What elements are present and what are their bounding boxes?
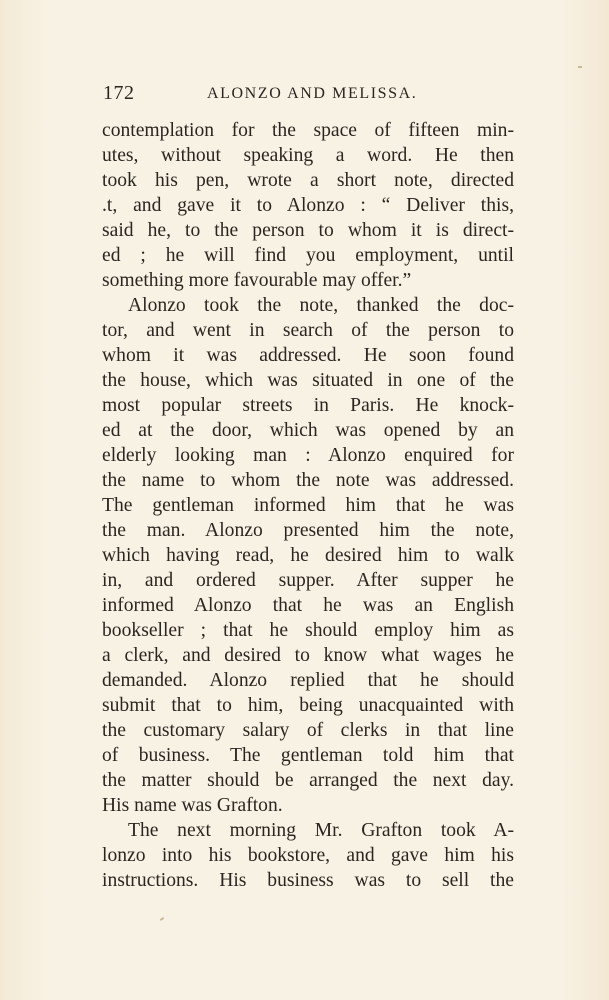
- text-line: instructions. His business was to sell the: [102, 870, 514, 891]
- text-line: which having read, he desired him to walk: [102, 545, 514, 566]
- text-line: a clerk, and desired to know what wages he: [102, 645, 514, 666]
- text-line: the customary salary of clerks in that line: [102, 720, 514, 741]
- text-line: elderly looking man : Alonzo enquired for: [102, 445, 514, 466]
- text-line: demanded. Alonzo replied that he should: [102, 670, 514, 691]
- text-line: most popular streets in Paris. He knock-: [102, 395, 514, 416]
- paper-speck: [578, 66, 582, 68]
- text-line: contemplation for the space of fifteen min-: [102, 120, 514, 141]
- running-head: ALONZO AND MELISSA.: [207, 85, 418, 102]
- text-line: something more favourable may offer.”: [102, 270, 412, 291]
- paper-speck: [160, 917, 164, 921]
- text-line: in, and ordered supper. After supper he: [102, 570, 514, 591]
- text-line: the matter should be arranged the next day.: [102, 770, 514, 791]
- text-line: .t, and gave it to Alonzo : “ Deliver this,: [102, 195, 514, 216]
- text-line: the man. Alonzo presented him the note,: [102, 520, 514, 541]
- text-line: bookseller ; that he should employ him as: [102, 620, 514, 641]
- text-line: said he, to the person to whom it is direct-: [102, 220, 514, 241]
- text-line: whom it was addressed. He soon found: [102, 345, 514, 366]
- text-line: tor, and went in search of the person to: [102, 320, 514, 341]
- text-line: ed ; he will find you employment, until: [102, 245, 514, 266]
- text-line: of business. The gentleman told him that: [102, 745, 514, 766]
- text-line: utes, without speaking a word. He then: [102, 145, 514, 166]
- page-number: 172: [103, 82, 135, 104]
- text-line: took his pen, wrote a short note, directed: [102, 170, 514, 191]
- text-line: the name to whom the note was addressed.: [102, 470, 514, 491]
- text-line: ed at the door, which was opened by an: [102, 420, 514, 441]
- text-line: lonzo into his bookstore, and gave him his: [102, 845, 514, 866]
- text-line: the house, which was situated in one of the: [102, 370, 514, 391]
- text-line: His name was Grafton.: [102, 795, 283, 816]
- text-line: informed Alonzo that he was an English: [102, 595, 514, 616]
- text-line: submit that to him, being unacquainted with: [102, 695, 514, 716]
- text-line: Alonzo took the note, thanked the doc-: [128, 295, 514, 316]
- text-line: The next morning Mr. Grafton took A-: [128, 820, 514, 841]
- text-line: The gentleman informed him that he was: [102, 495, 514, 516]
- page-header: [103, 82, 443, 108]
